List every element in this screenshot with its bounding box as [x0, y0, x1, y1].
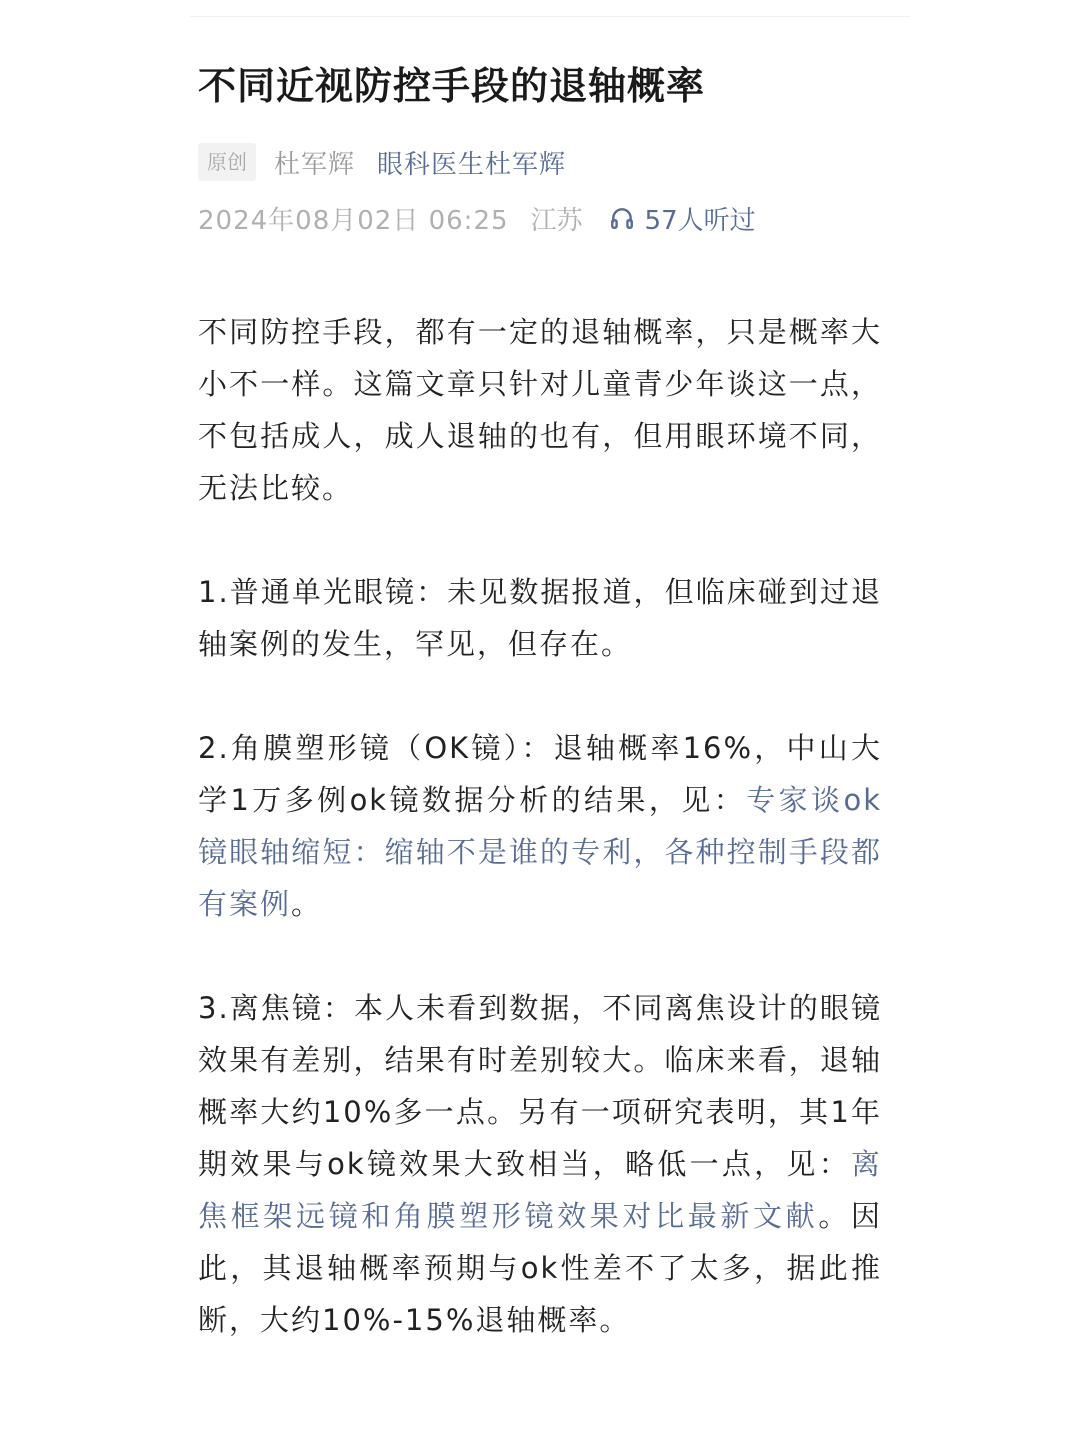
- defocus-text: 3.离焦镜：本人未看到数据，不同离焦设计的眼镜效果有差别，结果有时差别较大。临床来看，退轴概率大约10%多一点。另有一项研究表明，其1年期效果与ok镜效果大致相当，略低一点，见：: [198, 991, 882, 1181]
- article: [198, 58, 882, 1398]
- publish-date: 2024年08月02日 06:25: [198, 205, 509, 236]
- paragraph-single-vision: 1.普通单光眼镜：未见数据报道，但临床碰到过退轴案例的发生，罕见，但存在。: [198, 575, 882, 661]
- defocus-article-link[interactable]: 离焦框架远镜和角膜塑形镜效果对比最新文献: [198, 1147, 882, 1233]
- paragraph-ortho-k: [198, 722, 882, 930]
- publish-info-row: [198, 198, 882, 238]
- article-body: [198, 306, 882, 1346]
- article-title: 不同近视防控手段的退轴概率: [198, 64, 706, 108]
- ortho-k-text: 2.角膜塑形镜（OK镜）：退轴概率16%，中山大学1万多例ok镜数据分析的结果，见：: [198, 731, 882, 817]
- author-row: [198, 142, 882, 182]
- publish-location: 江苏: [530, 205, 583, 236]
- author-name: 杜军辉: [274, 149, 356, 180]
- paragraph-defocus: [198, 982, 882, 1346]
- headphones-icon: [609, 205, 635, 231]
- paragraph-intro: 不同防控手段，都有一定的退轴概率，只是概率大小不一样。这篇文章只针对儿童青少年谈这一点，不包括成人，成人退轴的也有，但用眼环境不同，无法比较。: [198, 315, 882, 505]
- listen-count: 57人听过: [644, 205, 756, 236]
- original-badge: 原创: [198, 143, 256, 181]
- listen-button[interactable]: [609, 200, 756, 237]
- account-link[interactable]: 眼科医生杜军辉: [377, 149, 567, 180]
- ortho-k-article-link[interactable]: 专家谈ok镜眼轴缩短：缩轴不是谁的专利，各种控制手段都有案例: [198, 783, 882, 921]
- top-divider: [190, 16, 910, 17]
- defocus-end: 。因此，其退轴概率预期与ok性差不了太多，据此推断，大约10%-15%退轴概率。: [198, 1199, 882, 1337]
- ortho-k-end: 。: [291, 887, 323, 921]
